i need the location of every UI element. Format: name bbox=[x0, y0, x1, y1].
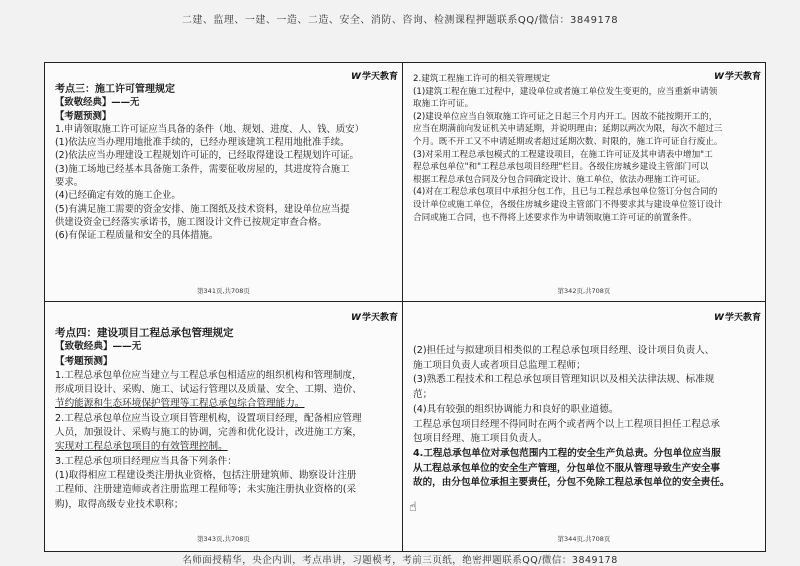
text-line: 1.工程总承包单位应当建立与工程总承包相适应的组织机构和管理制度， bbox=[55, 369, 362, 381]
text-line: 节约能源和生态环境保护管理等工程总承包综合管理能力。 bbox=[55, 398, 305, 410]
slide-panel-342 bbox=[403, 63, 765, 301]
text-line: (2)依法应当办理建设工程规划许可证的，已经取得建设工程规划许可证。 bbox=[55, 150, 359, 162]
bottom-watermark-banner: 名师面授精华，央企内训，考点串讲，习题模考，考前三页纸，绝密押题联系QQ/微信：3849178 bbox=[182, 555, 618, 566]
text-line: 【考题预测】 bbox=[55, 110, 112, 122]
page-number: 第344页,共708页 bbox=[557, 535, 611, 543]
text-line: 个月。既不开工又不申请延期或者超过延期次数、时限的，施工许可证自行废止。 bbox=[413, 136, 723, 147]
text-line: (5)有满足施工需要的资金安排、施工图纸及技术资料，建设单位应当提 bbox=[55, 203, 350, 215]
brand-logo: W 学天教育 bbox=[714, 72, 761, 82]
text-line: (3)熟悉工程技术和工程总承包项目管理知识以及相关法律法规、标准规 bbox=[413, 374, 715, 386]
slide-panel-341 bbox=[45, 63, 402, 301]
panel-body bbox=[413, 73, 757, 224]
text-line: 人员，加强设计、采购与施工的协调，完善和优化设计，改进施工方案， bbox=[55, 427, 362, 439]
logo-icon: W bbox=[351, 313, 360, 323]
slide-panel-344 bbox=[403, 302, 765, 551]
page-number: 第341页,共708页 bbox=[197, 287, 250, 295]
text-line: 实现对工程总承包项目的有效管理控制。 bbox=[55, 441, 228, 453]
text-line: 供建设资金已经落实承诺书，施工图设计文件已按规定审查合格。 bbox=[55, 216, 327, 228]
text-line: 2.建筑工程施工许可的相关管理规定 bbox=[413, 74, 551, 84]
slide-panel-343 bbox=[45, 302, 402, 551]
text-line: (4)对在工程总承包项目中承担分包工作，且已与工程总承包单位签订分包合同的 bbox=[413, 187, 718, 198]
text-line: 故的，由分包单位承担主要责任，分包不免除工程总承包单位的安全责任。 bbox=[413, 477, 730, 489]
text-line: 从工程总承包单位的安全生产管理，分包单位不服从管理导致生产安全事 bbox=[413, 462, 720, 474]
text-line: (1)建筑工程在施工过程中，建设单位或者施工单位发生变更的，应当重新申请领 bbox=[413, 86, 718, 97]
panel-body bbox=[55, 73, 394, 243]
logo-icon: W bbox=[714, 72, 723, 82]
text-line: (1)取得相应工程建设类注册执业资格，包括注册建筑师、勘察设计注册 bbox=[55, 469, 357, 481]
text-line: (1)依法应当办理用地批准手续的，已经办理该建筑工程用地批准手续。 bbox=[55, 137, 350, 149]
panel-body bbox=[413, 344, 757, 491]
text-line: (3)对采用工程总承包模式的工程建设项目，在施工许可证及其申请表中增加"工 bbox=[413, 149, 713, 160]
text-line: (6)有保证工程质量和安全的具体措施。 bbox=[55, 230, 219, 242]
text-line: 合同或施工合同，也不得将上述要求作为申请领取施工许可证的前置条件。 bbox=[413, 212, 697, 223]
text-line: 形成项目设计、采购、施工、试运行管理以及质量、安全、工期、造价、 bbox=[55, 384, 362, 396]
hand-cursor-icon: ☝ bbox=[409, 500, 417, 515]
text-line: 设计单位或施工单位，各级住房城乡建设主管部门不得要求其与建设单位签订设计 bbox=[413, 199, 723, 210]
text-line: 3.工程总承包项目经理应当具备下列条件： bbox=[55, 455, 237, 467]
text-line: 程总承包单位"和"工程总承包项目经理"栏目。各级住房城乡建设主管部门可以 bbox=[413, 162, 709, 173]
text-line: (2)担任过与拟建项目相类似的工程总承包项目经理、设计项目负责人、 bbox=[413, 345, 715, 356]
logo-icon: W bbox=[351, 72, 360, 82]
document-sheet bbox=[44, 62, 766, 552]
page-number: 第342页,共708页 bbox=[557, 287, 611, 295]
text-line: 购)，取得高级专业技术职称； bbox=[55, 498, 184, 510]
text-line: (4)具有较强的组织协调能力和良好的职业道德。 bbox=[413, 403, 619, 415]
section-title: 考点四：建设项目工程总承包管理规定 bbox=[55, 327, 234, 339]
text-line: 根据工程总承包合同及分包合同确定设计、施工单位，依法办理施工许可证。 bbox=[413, 174, 706, 185]
logo-icon: W bbox=[714, 313, 723, 323]
text-line: 2.工程总承包单位应当设立项目管理机构，设置项目经理，配备相应管理 bbox=[55, 412, 362, 424]
text-line: 取施工许可证。 bbox=[413, 99, 474, 110]
text-line: (4)已经确定有效的施工企业。 bbox=[55, 190, 181, 202]
text-line: 应当在期满前向发证机关申请延期，并说明理由；延期以两次为限，每次不超过三 bbox=[413, 124, 723, 135]
brand-logo: W 学天教育 bbox=[351, 313, 398, 323]
brand-logo: W 学天教育 bbox=[714, 313, 761, 323]
text-line: 工程师、注册建造师或者注册监理工程师等；未实施注册执业资格的(采 bbox=[55, 484, 357, 496]
text-line: 要求。 bbox=[55, 177, 84, 189]
text-line: (2)建设单位应当自领取施工许可证之日起三个月内开工。因故不能按期开工的， bbox=[413, 111, 718, 122]
text-line: 【致敬经典】——无 bbox=[55, 97, 140, 109]
text-line: 1.申请领取施工许可证应当具备的条件（地、规划、进度、人、钱、质安） bbox=[55, 123, 364, 135]
section-title: 考点三：施工许可管理规定 bbox=[55, 84, 175, 95]
text-line: 包项目经理、施工项目负责人。 bbox=[413, 433, 548, 445]
page-number: 第343页,共708页 bbox=[197, 535, 250, 543]
text-line: 范； bbox=[413, 389, 433, 401]
text-line: 工程总承包项目经理不得同时在两个或者两个以上工程项目担任工程总承 bbox=[413, 418, 720, 430]
text-line: 【致敬经典】——无 bbox=[55, 341, 142, 353]
panel-body bbox=[55, 316, 394, 512]
brand-logo: W 学天教育 bbox=[351, 72, 398, 82]
text-line: 4.工程总承包单位对承包范围内工程的安全生产负总责。分包单位应当服 bbox=[413, 447, 721, 459]
text-line: 【考题预测】 bbox=[55, 355, 113, 367]
top-watermark-banner: 二建、监理、一建、一造、二造、安全、消防、咨询、检测课程押题联系QQ/微信：3849178 bbox=[181, 15, 619, 26]
text-line: 施工项目负责人或者项目总监理工程师； bbox=[413, 359, 586, 371]
text-line: (3)施工场地已经基本具备施工条件，需要征收房屋的，其进度符合施工 bbox=[55, 163, 350, 175]
